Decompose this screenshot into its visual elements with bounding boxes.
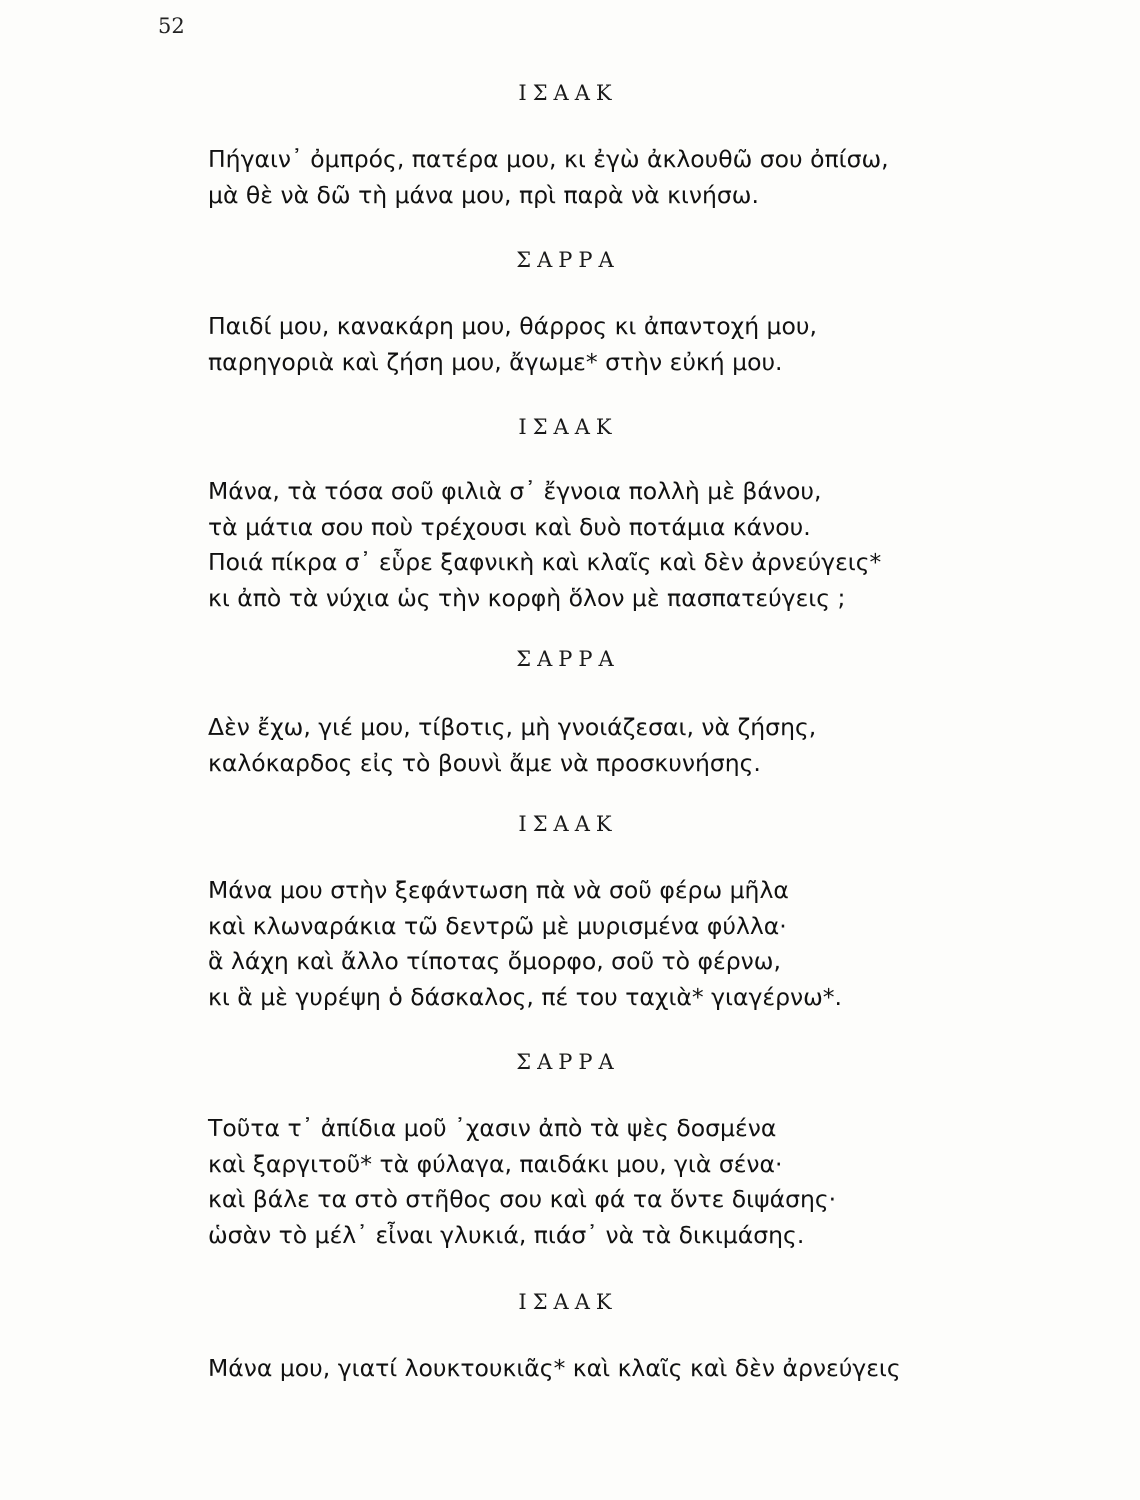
verse-line: Παιδί μου, κανακάρη μου, θάρρος κι ἀπαντοχή μου, xyxy=(208,312,817,340)
verse-line: καλόκαρδος εἰς τὸ βουνὶ ἄμε νὰ προσκυνήσης. xyxy=(208,748,761,777)
speaker-heading: ΙΣΑΑΚ xyxy=(518,1290,618,1314)
speaker-heading: ΙΣΑΑΚ xyxy=(518,812,618,836)
verse-line: Ποιά πίκρα σ᾽ εὗρε ξαφνικὴ καὶ κλαῖς καὶ δὲν ἀρνεύγεις* xyxy=(208,548,882,576)
verse-line: Μάνα μου, γιατί λουκτουκιᾶς* καὶ κλαῖς καὶ δὲν ἀρνεύγεις xyxy=(208,1354,901,1382)
verse-line: ὡσὰν τὸ μέλ᾽ εἶναι γλυκιά, πιάσ᾽ νὰ τὰ δικιμάσης. xyxy=(208,1220,805,1249)
verse-line: Μάνα, τὰ τόσα σοῦ φιλιὰ σ᾽ ἔγνοια πολλὴ μὲ βάνου, xyxy=(208,477,822,505)
speaker-heading: ΣΑΡΡΑ xyxy=(516,1050,620,1074)
speaker-heading: ΣΑΡΡΑ xyxy=(516,248,620,272)
speaker-heading: ΙΣΑΑΚ xyxy=(518,81,618,105)
verse-stanza xyxy=(208,1111,1008,1253)
verse-line: μὰ θὲ νὰ δῶ τὴ μάνα μου, πρὶ παρὰ νὰ κινήσω. xyxy=(208,180,759,209)
speaker-heading: ΣΑΡΡΑ xyxy=(516,647,620,671)
verse-stanza xyxy=(208,873,1008,1015)
verse-stanza xyxy=(208,1351,1008,1387)
verse-line: Μάνα μου στὴν ξεφάντωση πὰ νὰ σοῦ φέρω μῆλα xyxy=(208,876,789,904)
verse-line: παρηγοριὰ καὶ ζήση μου, ἄγωμε* στὴν εὐκή μου. xyxy=(208,347,783,376)
verse-line: κι ἃ μὲ γυρέψη ὁ δάσκαλος, πέ του ταχιὰ* γιαγέρνω*. xyxy=(208,982,843,1011)
verse-line: Πήγαιν᾽ ὀμπρός, πατέρα μου, κι ἐγὼ ἀκλουθῶ σου ὀπίσω, xyxy=(208,145,889,173)
dialogue-content xyxy=(208,78,1008,1387)
verse-line: Δὲν ἔχω, γιέ μου, τίβοτις, μὴ γνοιάζεσαι, νὰ ζήσης, xyxy=(208,713,817,741)
page-number: 52 xyxy=(158,14,185,38)
verse-line: Τοῦτα τ᾽ ἀπίδια μοῦ ᾽χασιν ἀπὸ τὰ ψὲς δοσμένα xyxy=(208,1114,777,1142)
verse-line: τὰ μάτια σου ποὺ τρέχουσι καὶ δυὸ ποτάμια κάνου. xyxy=(208,512,811,541)
verse-line: ἃ λάχη καὶ ἄλλο τίποτας ὄμορφο, σοῦ τὸ φέρνω, xyxy=(208,947,781,975)
verse-line: καὶ κλωναράκια τῶ δεντρῶ μὲ μυρισμένα φύλλα· xyxy=(208,911,787,940)
verse-stanza xyxy=(208,474,1008,616)
verse-stanza xyxy=(208,710,1008,781)
verse-line: κι ἀπὸ τὰ νύχια ὡς τὴν κορφὴ ὅλον μὲ πασπατεύγεις ; xyxy=(208,583,846,612)
speaker-heading: ΙΣΑΑΚ xyxy=(518,415,618,439)
verse-stanza xyxy=(208,309,1008,380)
verse-line: καὶ βάλε τα στὸ στῆθος σου καὶ φά τα ὅντε διψάσης· xyxy=(208,1185,837,1213)
verse-stanza xyxy=(208,142,1008,213)
verse-line: καὶ ξαργιτοῦ* τὰ φύλαγα, παιδάκι μου, γιὰ σένα· xyxy=(208,1149,783,1178)
